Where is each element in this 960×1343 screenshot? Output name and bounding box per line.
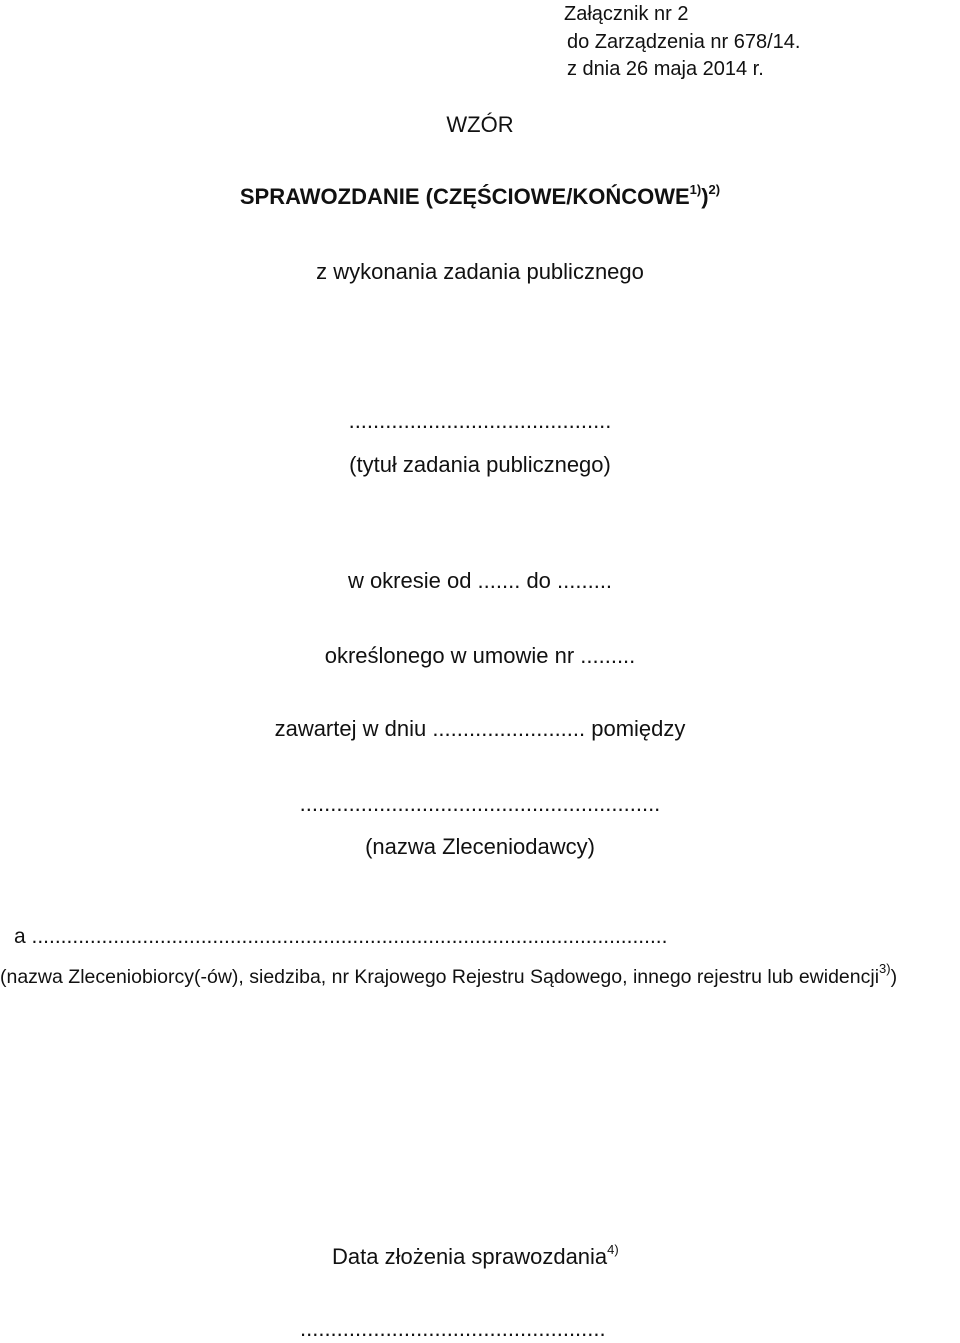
contractor-caption-text: (nazwa Zleceniobiorcy(-ów), siedziba, nr Krajowego Rejestru Sądowego, innego rejestru lub ewidencji [0,966,880,988]
annex-line-2: do Zarządzenia nr 678/14. [567,31,801,53]
report-title [0,182,960,209]
report-title-close: ) [701,184,709,209]
report-title-main: SPRAWOZDANIE (CZĘŚCIOWE/KOŃCOWE [239,184,690,209]
client-caption: (nazwa Zleceniodawcy) [365,834,595,859]
client-dots: ........................................................... [299,791,661,816]
contractor-caption [0,961,898,988]
task-title-dots: ........................................... [348,408,612,433]
concluded-line: zawartej w dniu ......................... pomiędzy [274,716,686,741]
template-label: WZÓR [446,112,514,137]
task-title-caption: (tytuł zadania publicznego) [349,452,611,477]
contractor-caption-close: ) [890,966,898,988]
contractor-dots: a ............................................................................................................. [14,925,668,948]
agreement-line: określonego w umowie nr ......... [324,643,636,668]
submission-date-dots: .................................................. [300,1316,606,1341]
footnote-ref-1: 1) [689,182,702,197]
submission-date-label [332,1242,619,1269]
period-line: w okresie od ....... do ......... [347,568,613,593]
report-subtitle: z wykonania zadania publicznego [316,259,644,284]
annex-line-3: z dnia 26 maja 2014 r. [567,58,764,80]
footnote-ref-4: 4) [607,1242,619,1257]
footnote-ref-3: 3) [879,961,891,976]
annex-line-1: Załącznik nr 2 [564,3,689,25]
submission-date-text: Data złożenia sprawozdania [332,1244,608,1269]
footnote-ref-2: 2) [708,182,721,197]
